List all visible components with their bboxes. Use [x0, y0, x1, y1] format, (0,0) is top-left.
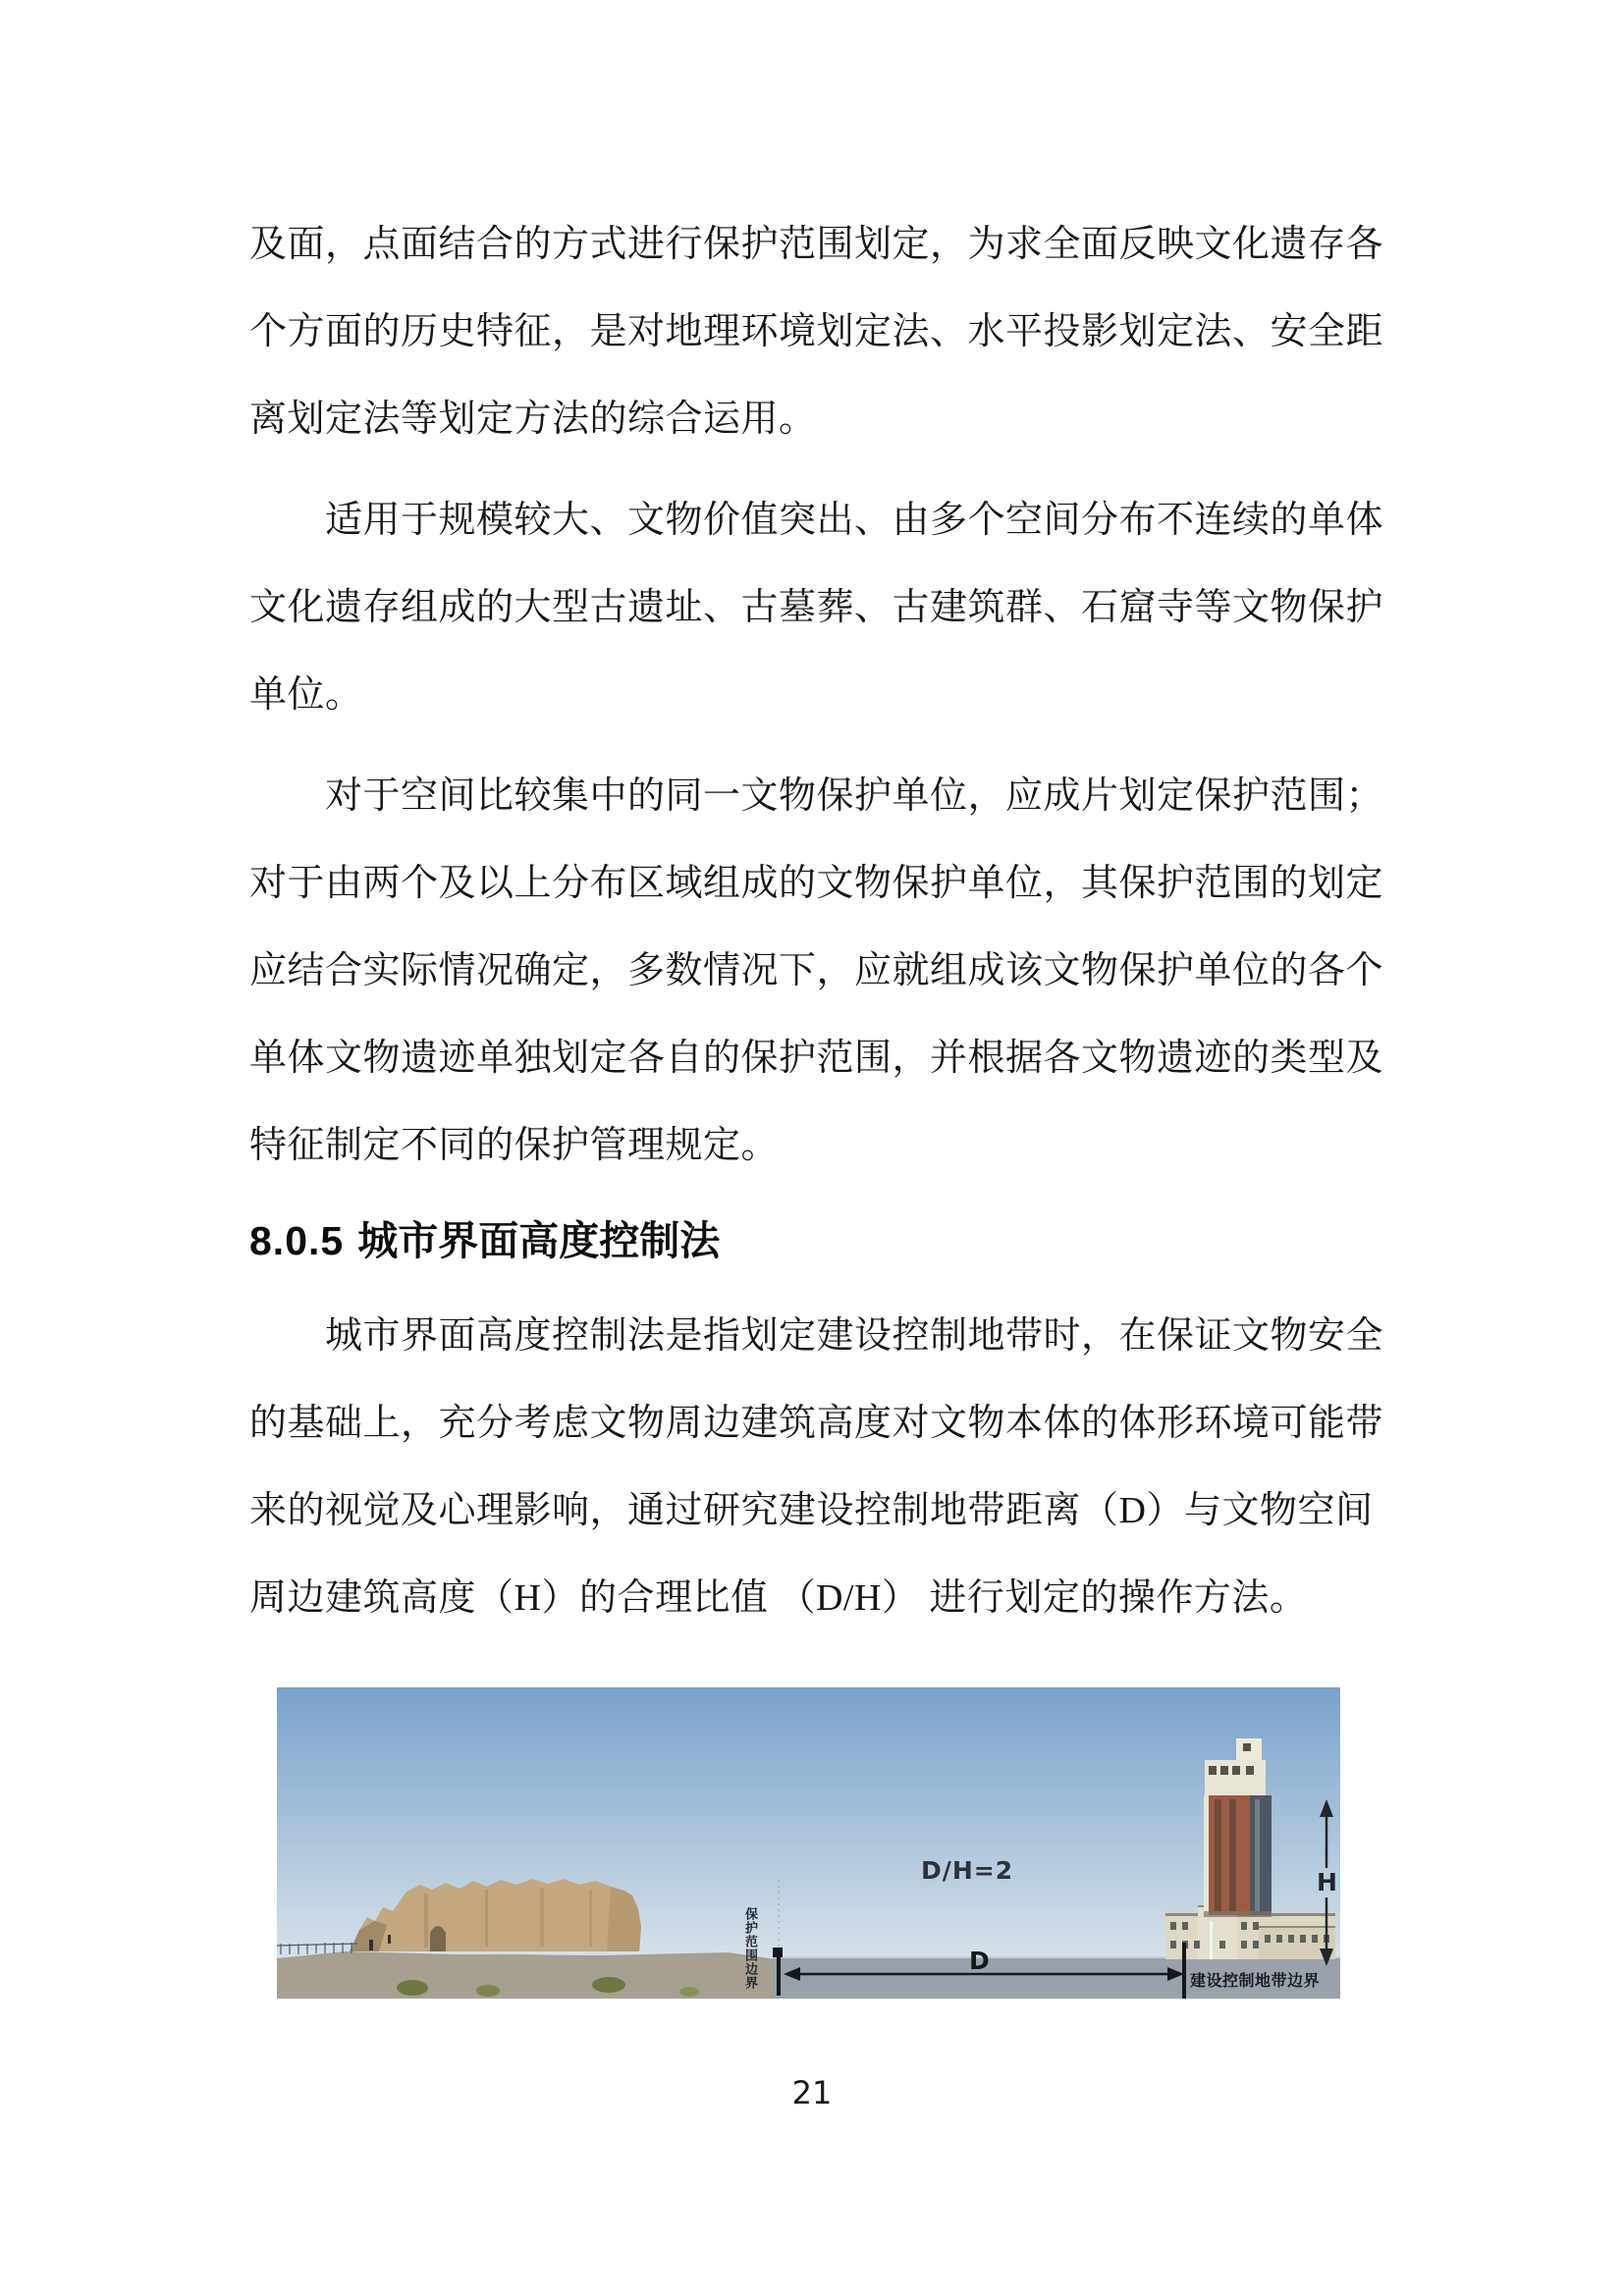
figure-illustration-canvas	[277, 1687, 1340, 1999]
paragraph-1	[249, 201, 1388, 463]
text-line: 单位。	[249, 674, 363, 716]
page-content	[249, 0, 1388, 1656]
paragraph-4	[249, 1293, 1388, 1642]
desert-ground	[277, 1951, 776, 1999]
paragraph-2	[249, 477, 1388, 739]
text-line: 对于空间比较集中的同一文物保护单位，应成片划定保护范围；	[325, 775, 1384, 817]
figure-distance-label: D	[969, 1947, 990, 1975]
text-line: 来的视觉及心理影响，通过研究建设控制地带距离（D）与文物空间	[249, 1490, 1374, 1531]
text-line: 对于由两个及以上分布区域组成的文物保护单位，其保护范围的划定	[249, 863, 1384, 904]
text-line: 文化遗存组成的大型古遗址、古墓葬、古建筑群、石窟寺等文物保护	[249, 587, 1384, 628]
construction-boundary-line	[1182, 1943, 1186, 1999]
figure-height-label: H	[1317, 1868, 1337, 1896]
text-line: 应结合实际情况确定，多数情况下，应就组成该文物保护单位的各个	[249, 950, 1384, 991]
section-number: 8.0.5	[249, 1218, 345, 1263]
page-number: 21	[791, 2074, 833, 2111]
figure-right-boundary-label: 建设控制地带边界	[1190, 1973, 1321, 1990]
visitor-figure	[388, 1935, 391, 1944]
figure-ratio-label: D/H=2	[921, 1856, 1014, 1885]
figure-height-control-illustration	[277, 1687, 1340, 1999]
text-line: 单体文物遗迹单独划定各自的保护范围，并根据各文物遗迹的类型及	[249, 1038, 1384, 1079]
paragraph-3	[249, 753, 1388, 1190]
text-line: 及面，点面结合的方式进行保护范围划定，为求全面反映文化遗存各	[249, 224, 1384, 265]
text-line: 离划定法等划定方法的综合运用。	[249, 399, 817, 440]
section-heading	[249, 1198, 1388, 1285]
visitor-figure	[369, 1940, 373, 1950]
figure-left-boundary-label: 保护范围边界	[743, 1907, 758, 1990]
text-line: 适用于规模较大、文物价值突出、由多个空间分布不连续的单体	[325, 500, 1384, 541]
text-line: 城市界面高度控制法是指划定建设控制地带时，在保证文物安全	[325, 1315, 1384, 1357]
text-line: 特征制定不同的保护管理规定。	[249, 1125, 780, 1166]
text-line: 的基础上，充分考虑文物周边建筑高度对文物本体的体形环境可能带	[249, 1403, 1384, 1444]
text-line: 周边建筑高度（H）的合理比值 （D/H） 进行划定的操作方法。	[249, 1577, 1308, 1619]
section-title: 城市界面高度控制法	[357, 1218, 721, 1263]
text-line: 个方面的历史特征，是对地理环境划定法、水平投影划定法、安全距	[249, 311, 1384, 352]
